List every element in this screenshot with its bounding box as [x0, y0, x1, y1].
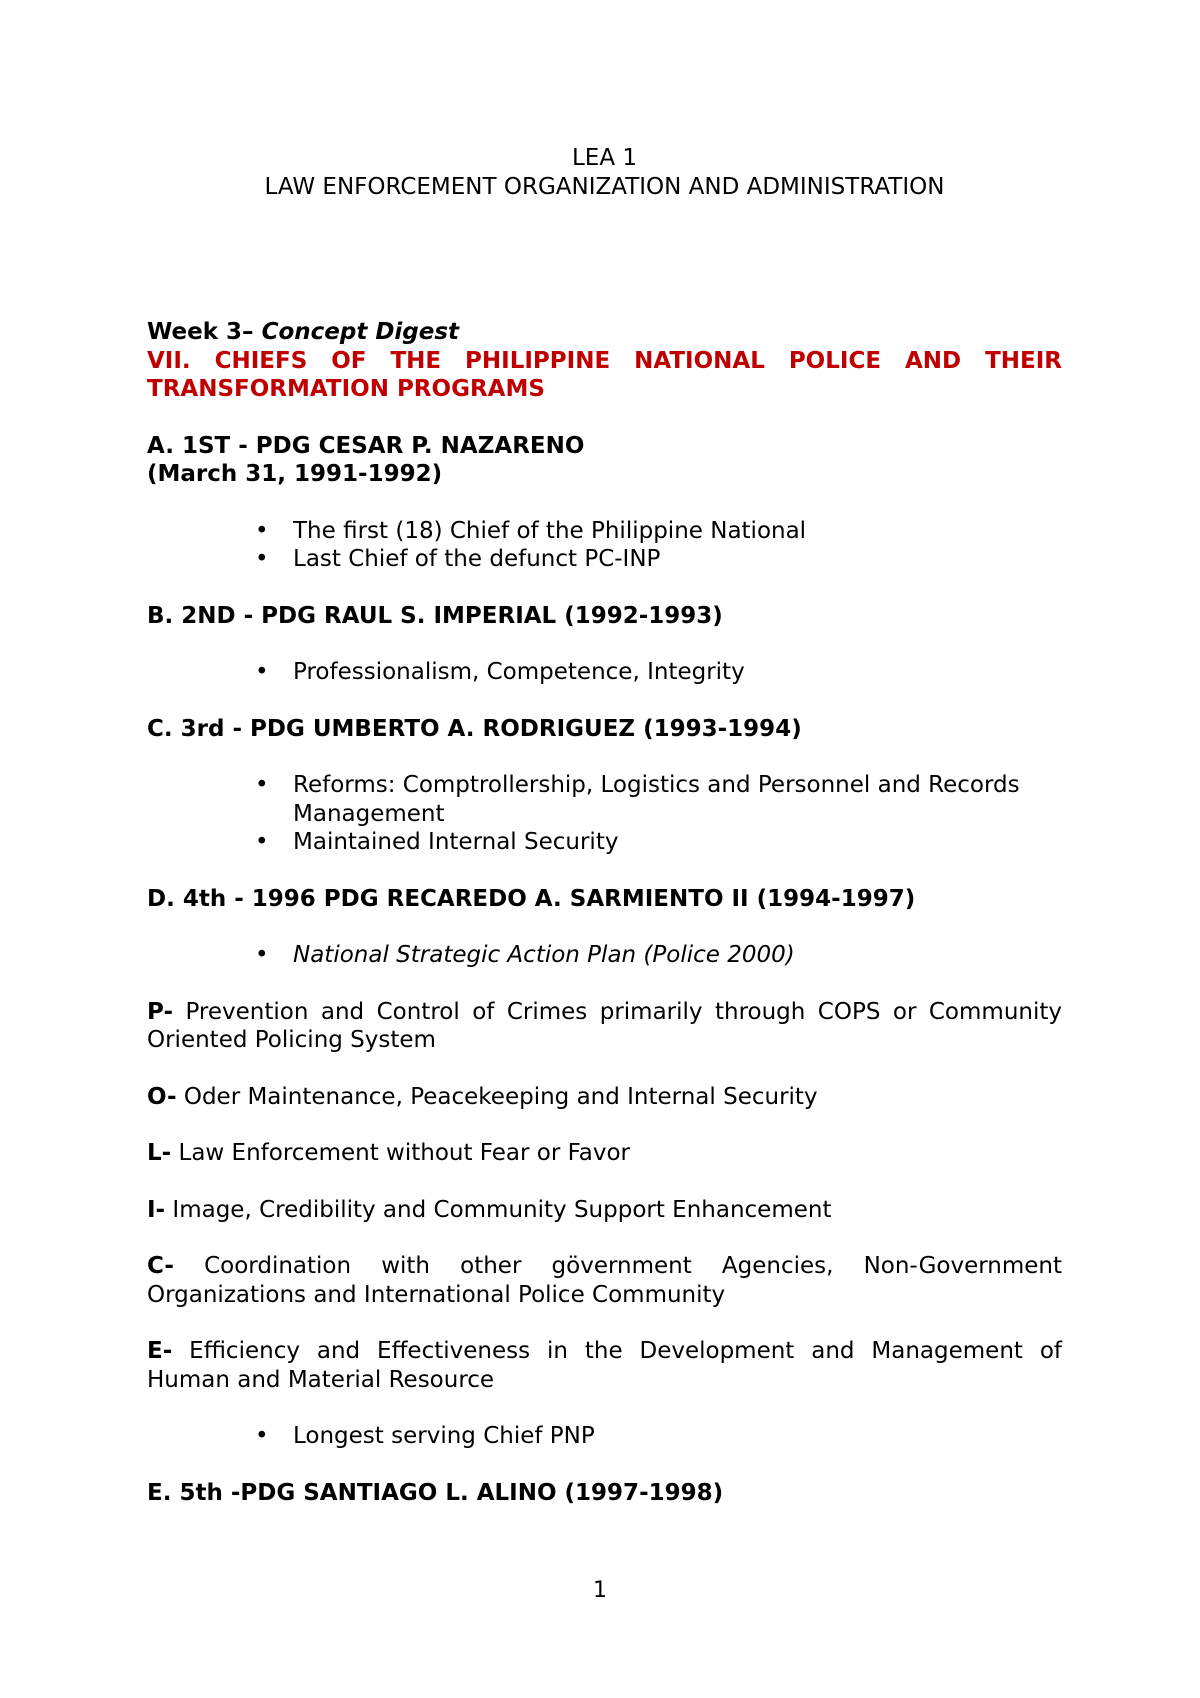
week-heading: [147, 318, 1062, 347]
week-label: Week 3–: [147, 319, 262, 345]
list-item: • The first (18) Chief of the Philippine National: [255, 517, 807, 544]
acronym-o: O- Oder Maintenance, Peacekeeping and Internal Security: [147, 1083, 818, 1110]
acronym-l: L- Law Enforcement without Fear or Favor: [147, 1140, 630, 1166]
chief-d-heading: D. 4th - 1996 PDG RECAREDO A. SARMIENTO II (1994-1997): [147, 885, 916, 912]
course-title: LAW ENFORCEMENT ORGANIZATION AND ADMINISTRATION: [264, 173, 945, 200]
week-subtitle: Concept Digest: [261, 319, 460, 345]
acronym-c: C- Coordination with other gövernment Agencies, Non-Government Organizations and International Police Community: [147, 1253, 1062, 1308]
page-number: 1: [593, 1578, 607, 1603]
acronym-e: E- Efficiency and Effectiveness in the Development and Management of Human and Material Resource: [147, 1338, 1062, 1393]
section-title-line1: VII. CHIEFS OF THE PHILIPPINE NATIONAL POLICE AND THEIR: [147, 347, 1062, 374]
chief-c-bullets: [147, 771, 1062, 857]
chief-b-bullets: [147, 658, 1062, 687]
chief-a-bullets: [147, 517, 1062, 574]
list-item: • Reforms: Comptrollership, Logistics and Personnel and Records Management: [255, 772, 1020, 827]
section-title-line2: TRANSFORMATION PROGRAMS: [147, 376, 545, 402]
course-code: LEA 1: [571, 145, 638, 171]
list-item: • Last Chief of the defunct PC-INP: [255, 546, 661, 572]
document-body: [147, 144, 1062, 1507]
chief-b-heading: B. 2ND - PDG RAUL S. IMPERIAL (1992-1993): [147, 602, 723, 629]
list-item: • Longest serving Chief PNP: [255, 1423, 595, 1449]
chief-e-heading: E. 5th -PDG SANTIAGO L. ALINO (1997-1998): [147, 1479, 724, 1506]
acronym-i: I- Image, Credibility and Community Support Enhancement: [147, 1196, 832, 1223]
acronym-p: P- Prevention and Control of Crimes primarily through COPS or Community Oriented Policing System: [147, 998, 1062, 1053]
chief-d-bullets: [147, 941, 1062, 970]
chief-a-term: (March 31, 1991-1992): [147, 461, 443, 487]
list-item: • Professionalism, Competence, Integrity: [255, 659, 745, 685]
chief-d-closing-bullets: [147, 1422, 1062, 1451]
chief-a-heading: A. 1ST - PDG CESAR P. NAZARENO: [147, 432, 585, 459]
list-item: • Maintained Internal Security: [255, 829, 619, 855]
list-item: • National Strategic Action Plan (Police 2000): [255, 942, 795, 968]
chief-c-heading: C. 3rd - PDG UMBERTO A. RODRIGUEZ (1993-1994): [147, 715, 802, 742]
